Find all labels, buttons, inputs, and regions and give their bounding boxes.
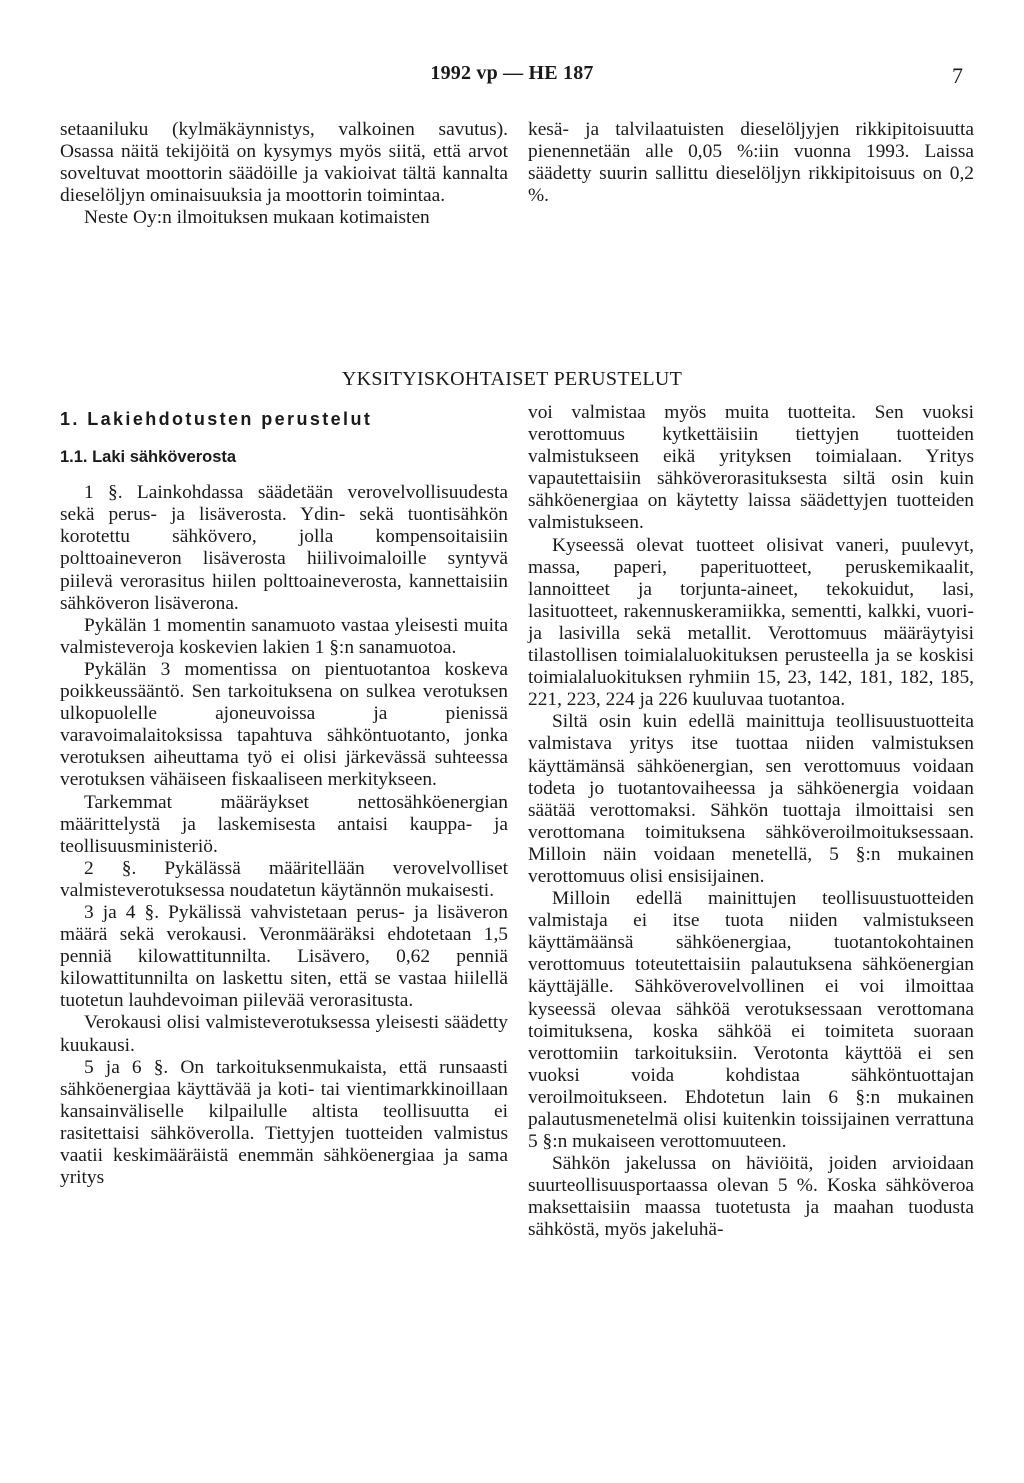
top-right-column — [528, 119, 974, 207]
paragraph: 5 ja 6 §. On tarkoituksenmukaista, että runsaasti sähköenergiaa käyttävää ja koti- tai vientimarkkinoillaan kansainväliselle kilpailulle altista teollisuutta ei rasitettaisi sähköverolla. Tiettyjen tuotteiden valmistus vaatii keskimääräistä enemmän sähköenergiaa ja sama yritys — [60, 1056, 508, 1189]
page-number: 7 — [952, 63, 963, 88]
main-right-column — [528, 402, 974, 1242]
paragraph: setaaniluku (kylmäkäynnistys, valkoinen savutus). Osassa näitä tekijöitä on kysymys myös siitä, että arvot soveltuvat moottorin säädöille ja vakioivat tältä kannalta dieselöljyn ominaisuuksia ja moottorin toimintaa. — [60, 119, 508, 207]
section-heading: 1. Lakiehdotusten perustelut — [60, 409, 373, 429]
paragraph: kesä- ja talvilaatuisten dieselöljyjen rikkipitoisuutta pienennetään alle 0,05 %:iin vuonna 1993. Laissa säädetty suurin sallittu dieselöljyn rikkipitoisuus on 0,2 %. — [528, 119, 974, 207]
paragraph: 2 §. Pykälässä määritellään verovelvolliset valmisteverotuksessa noudatetun käytännön mukaisesti. — [60, 857, 508, 901]
paragraph: Tarkemmat määräykset nettosähköenergian määrittelystä ja laskemisesta antaisi kauppa- ja teollisuusministeriö. — [60, 791, 508, 857]
paragraph: Verokausi olisi valmisteverotuksessa yleisesti säädetty kuukausi. — [60, 1012, 508, 1056]
sub-heading: 1.1. Laki sähköverosta — [60, 448, 237, 467]
paragraph: Pykälän 1 momentin sanamuoto vastaa yleisesti muita valmisteveroja koskevien lakien 1 §:n sanamuotoa. — [60, 614, 508, 658]
center-heading: YKSITYISKOHTAISET PERUSTELUT — [341, 368, 683, 390]
paragraph: Kyseessä olevat tuotteet olisivat vaneri, puulevyt, massa, paperi, paperituotteet, peruskemikaalit, lannoitteet ja torjunta-aineet, tekokuidut, lasi, lasituotteet, rakennuskeramiikka, sementti, kalkki, vuori- ja lasivilla sekä metallit. Verottomuus määräytyisi tilastollisen toimialaluokituksen perusteella ja se koskisi toimialaluokituksen ryhmiin 15, 23, 142, 181, 182, 185, 221, 223, 224 ja 226 kuuluvaa tuotantoa. — [528, 534, 974, 711]
paragraph: 3 ja 4 §. Pykälissä vahvistetaan perus- ja lisäveron määrä sekä verokausi. Veronmääräksi ehdotetaan 1,5 penniä kilowattitunnilta. Lisävero, 0,62 penniä kilowattitunnilta on laskettu siten, että se vastaa hiilellä tuotetun lauhdevoiman piilevää verorasitusta. — [60, 901, 508, 1012]
paragraph: Milloin edellä mainittujen teollisuustuotteiden valmistaja ei itse tuota niiden valmistukseen käyttämäänsä sähköenergiaa, tuotantokohtainen verottomuus toteutettaisiin palautuksena sähköenergian käyttäjälle. Sähköverovelvollinen ei voi ilmoittaa kyseessä olevaa sähköä verotuksessaan verottomana toimituksena, koska sähköä ei toimiteta suoraan verottomiin tarkoituksiin. Verotonta käyttöä ei sen vuoksi voida kohdistaa sähköntuottajan veroilmoitukseen. Ehdotetun lain 6 §:n mukainen palautusmenetelmä olisi kuitenkin toissijainen verrattuna 5 §:n mukaiseen verottomuuteen. — [528, 888, 974, 1153]
paragraph: Siltä osin kuin edellä mainittuja teollisuustuotteita valmistava yritys itse tuottaa niiden valmistuksen käyttämänsä sähköenergian, sen verottomuus voidaan todeta jo tuotantovaiheessa ja sähköenergia voidaan säätää verottomaksi. Sähkön tuottaja ilmoittaisi sen verottomana toimituksena sähköveroilmoituksessaan. Milloin näin voidaan menetellä, 5 §:n mukainen verottomuus olisi ensisijainen. — [528, 711, 974, 887]
paragraph: 1 §. Lainkohdassa säädetään verovelvollisuudesta sekä perus- ja lisäverosta. Ydin- sekä tuontisähkön korotettu sähkövero, jolla kompensoitaisiin polttoaineveron lisäverosta hiilivoimaloille syntyvä piilevä verorasitus hiilen polttoaineverosta, kannettaisiin sähköveron lisäverona. — [60, 482, 508, 614]
paragraph: Pykälän 3 momentissa on pientuotantoa koskeva poikkeussääntö. Sen tarkoituksena on sulkea verotuksen ulkopuolelle ajoneuvoissa ja pienissä varavoimalaitoksissa tapahtuva sähköntuotanto, jonka verotuksen aiheuttama työ ei olisi järkevässä suhteessa verotuksen vähäiseen fiskaaliseen merkitykseen. — [60, 658, 508, 791]
paragraph: voi valmistaa myös muita tuotteita. Sen vuoksi verottomuus kytkettäisiin tiettyjen tuotteiden valmistukseen eikä yrityksen toimialaan. Yritys vapautettaisiin sähköverorasituksesta siltä osin kuin sähköenergiaa on käytetty laissa säädettyjen tuotteiden valmistukseen. — [528, 402, 974, 534]
paragraph: Sähkön jakelussa on häviöitä, joiden arvioidaan suurteollisuusportaassa olevan 5 %. Koska sähköveroa maksettaisiin maassa tuotetusta ja maahan tuodusta sähköstä, myös jakeluhä- — [528, 1153, 974, 1241]
paragraph: Neste Oy:n ilmoituksen mukaan kotimaisten — [84, 207, 430, 229]
main-left-column — [60, 402, 508, 1189]
running-header: 1992 vp — HE 187 — [430, 62, 594, 84]
top-left-column — [60, 119, 508, 229]
